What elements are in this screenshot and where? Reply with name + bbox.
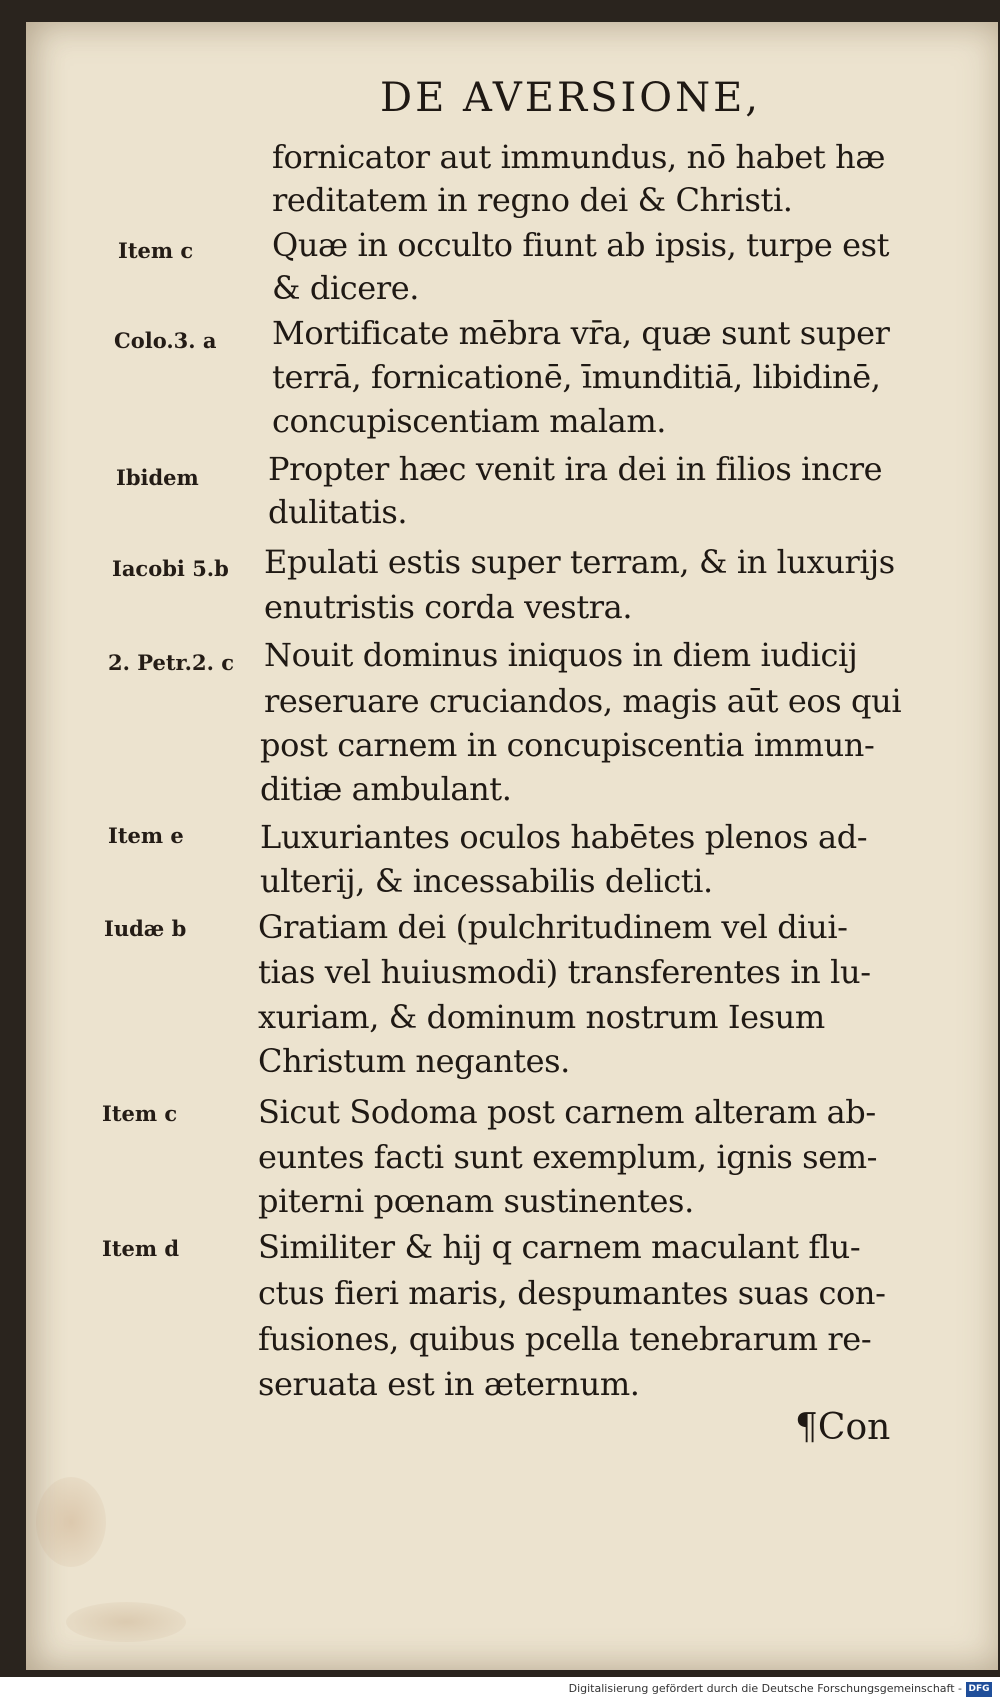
text-line: Christum negantes. — [258, 1042, 570, 1080]
text-line: ctus fieri maris, despumantes suas con- — [258, 1274, 886, 1312]
marginal-note: Iacobi 5.b — [112, 556, 229, 581]
text-line: fornicator aut immundus, nō habet hæ — [272, 138, 886, 176]
text-line: Nouit dominus iniquos in diem iudicij — [264, 636, 858, 674]
text-line: terrā, fornicationē, īmunditiā, libidinē, — [272, 358, 881, 396]
text-line: Luxuriantes oculos habētes plenos ad- — [260, 818, 868, 856]
text-line: ulterij, & incessabilis delicti. — [260, 862, 713, 900]
text-line: Sicut Sodoma post carnem alteram ab- — [258, 1093, 876, 1131]
marginal-note: Item d — [102, 1236, 180, 1261]
paper-stain — [36, 1477, 106, 1567]
text-line: Similiter & hij q carnem maculant flu- — [258, 1228, 861, 1266]
text-line: dulitatis. — [268, 493, 408, 531]
text-line: Propter hæc venit ira dei in filios incre — [268, 450, 883, 488]
text-line: seruata est in æternum. — [258, 1365, 640, 1403]
running-head: DE AVERSIONE, — [380, 75, 761, 121]
marginal-note: Colo.3. a — [114, 328, 217, 353]
text-line: Quæ in occulto fiunt ab ipsis, turpe est — [272, 226, 890, 264]
catchword: ¶Con — [795, 1407, 891, 1448]
text-line: euntes facti sunt exemplum, ignis sem- — [258, 1138, 878, 1176]
text-line: concupiscentiam malam. — [272, 402, 667, 440]
text-line: enutristis corda vestra. — [264, 588, 633, 626]
marginal-note: Item e — [108, 823, 184, 848]
credit-bar — [0, 1677, 1000, 1703]
text-line: reseruare cruciandos, magis aūt eos qui — [264, 682, 902, 720]
digitization-credit: Digitalisierung gefördert durch die Deutsche Forschungsgemeinschaft - — [568, 1682, 962, 1695]
text-line: reditatem in regno dei & Christi. — [272, 181, 793, 219]
paper-stain — [66, 1602, 186, 1642]
marginal-note: 2. Petr.2. c — [108, 650, 234, 675]
text-line: xuriam, & dominum nostrum Iesum — [258, 998, 825, 1036]
text-line: & dicere. — [272, 269, 420, 307]
text-line: fusiones, quibus pcella tenebrarum re- — [258, 1320, 872, 1358]
marginal-note: Item c — [118, 238, 194, 263]
text-line: Mortificate mēbra vr̄a, quæ sunt super — [272, 314, 890, 352]
text-line: post carnem in concupiscentia immun- — [260, 726, 875, 764]
marginal-note: Iudæ b — [104, 916, 187, 941]
dfg-logo: DFG — [966, 1682, 992, 1697]
marginal-note: Item c — [102, 1101, 178, 1126]
text-line: Epulati estis super terram, & in luxurijs — [264, 543, 895, 581]
marginal-note: Ibidem — [116, 465, 199, 490]
text-line: ditiæ ambulant. — [260, 770, 512, 808]
text-line: piterni pœnam sustinentes. — [258, 1182, 694, 1220]
text-line: tias vel huiusmodi) transferentes in lu- — [258, 953, 871, 991]
text-line: Gratiam dei (pulchritudinem vel diui- — [258, 908, 848, 946]
